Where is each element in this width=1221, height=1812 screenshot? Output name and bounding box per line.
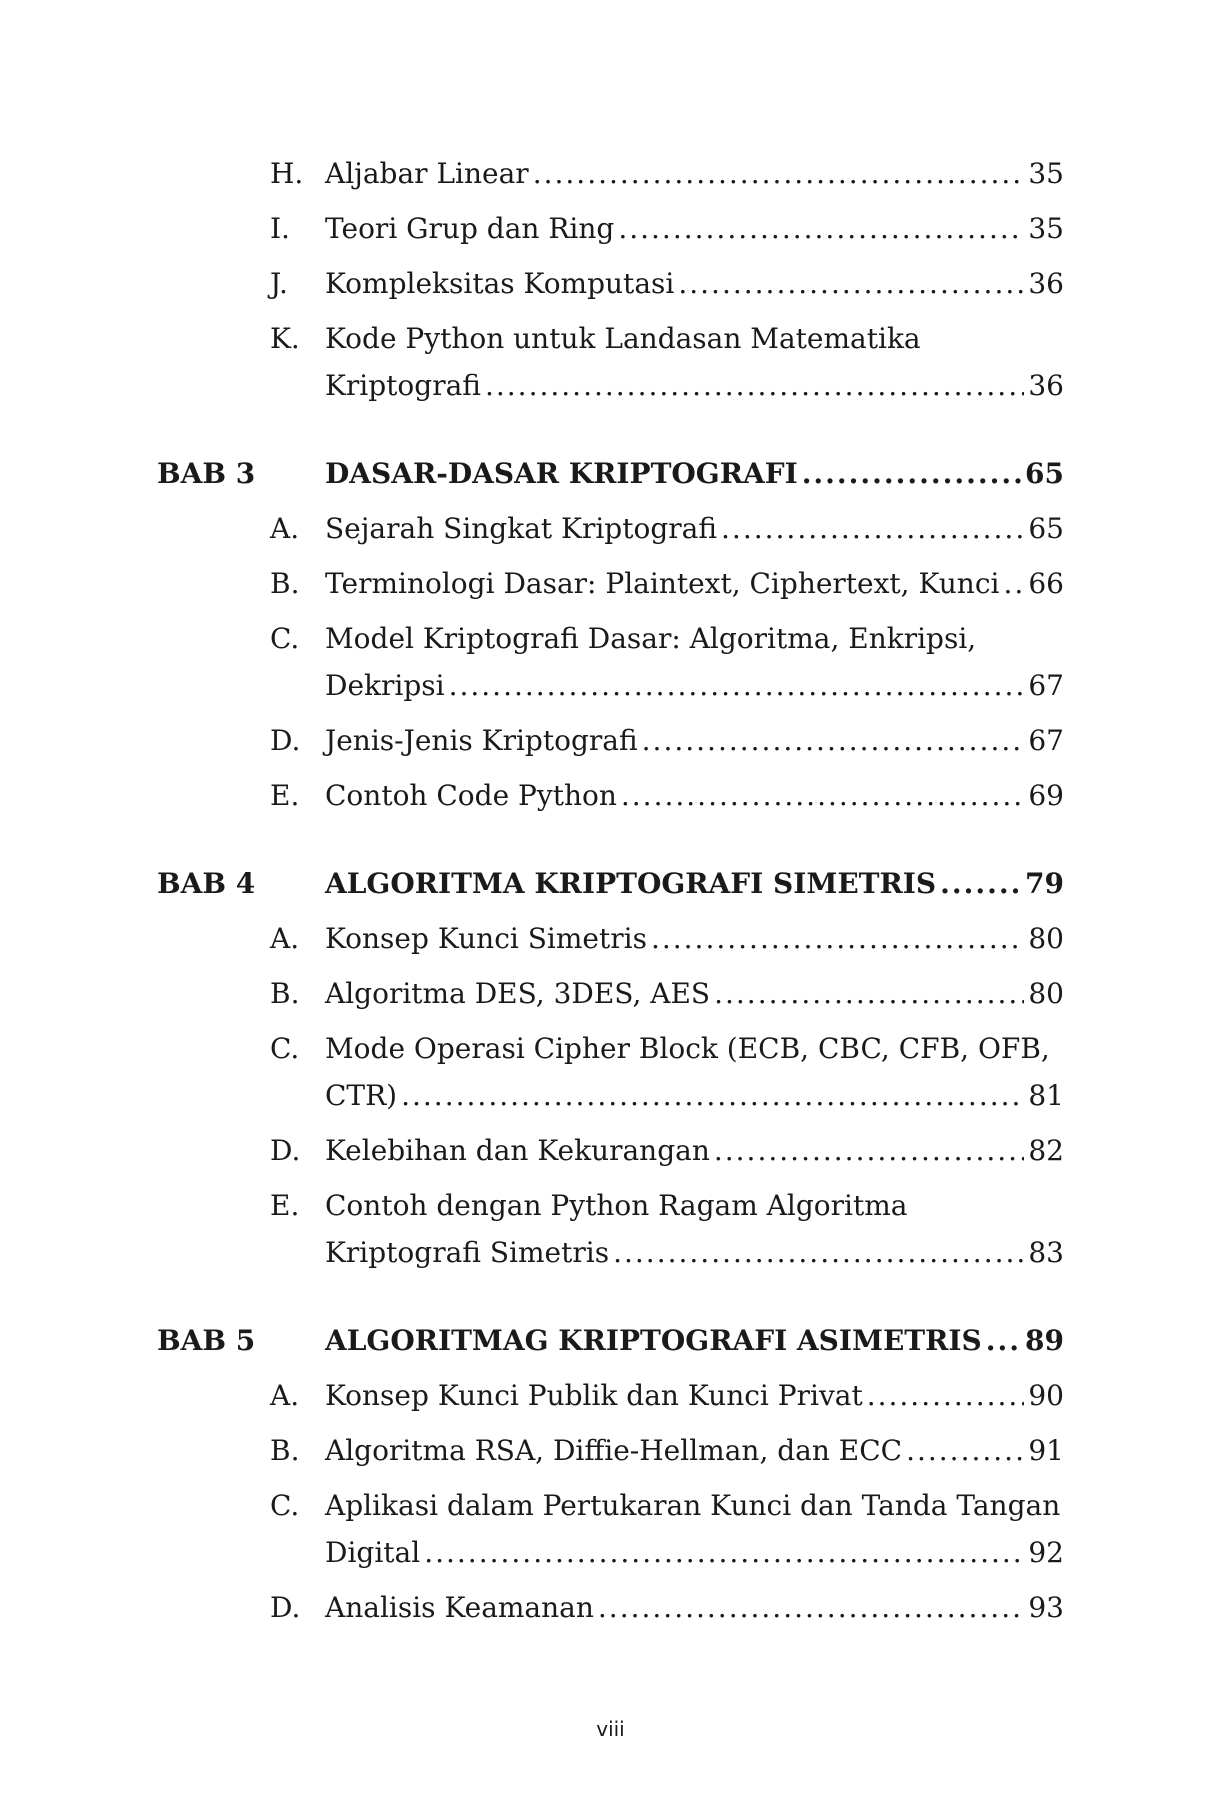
entry-title-line1: Mode Operasi Cipher Block (ECB, CBC, CFB, OFB, (325, 1032, 1050, 1065)
toc-entry[interactable] (325, 567, 1064, 600)
entry-page: 36 (1028, 267, 1064, 300)
entry-title: CTR) (325, 1079, 398, 1112)
entry-page: 67 (1028, 724, 1064, 757)
toc-entry[interactable] (325, 1434, 1064, 1467)
dot-leader (598, 1594, 1024, 1622)
entry-page: 66 (1028, 567, 1064, 600)
entry-title: Kriptografi Simetris (325, 1236, 610, 1269)
entry-page: 69 (1028, 779, 1064, 812)
dot-leader (618, 215, 1024, 243)
entry-title: Digital (325, 1536, 421, 1569)
entry-page: 81 (1028, 1079, 1064, 1112)
dot-leader (613, 1239, 1024, 1267)
entry-title: Jenis-Jenis Kriptografi (325, 724, 638, 757)
entry-letter: D. (270, 1134, 301, 1167)
dot-leader (714, 1137, 1025, 1165)
entry-letter: B. (270, 977, 300, 1010)
entry-title: Algoritma RSA, Diffie-Hellman, dan ECC (325, 1434, 903, 1467)
entry-page: 35 (1028, 212, 1064, 245)
toc-entry[interactable] (325, 922, 1064, 955)
entry-letter: D. (270, 724, 301, 757)
chapter-number: BAB 4 (157, 867, 256, 900)
dot-leader (906, 1437, 1024, 1465)
entry-title: Dekripsi (325, 669, 445, 702)
dot-leader (721, 515, 1024, 543)
toc-entry[interactable] (325, 977, 1064, 1010)
entry-title: Contoh Code Python (325, 779, 617, 812)
dot-leader (449, 672, 1025, 700)
chapter-number: BAB 5 (157, 1324, 256, 1357)
dot-leader (401, 1082, 1024, 1110)
toc-entry[interactable] (325, 1379, 1064, 1412)
toc-chapter[interactable] (325, 867, 1064, 900)
entry-letter: E. (270, 779, 300, 812)
chapter-title: ALGORITMA KRIPTOGRAFI SIMETRIS (325, 867, 937, 900)
entry-title-line1: Contoh dengan Python Ragam Algoritma (325, 1189, 908, 1222)
dot-leader (986, 1327, 1021, 1355)
chapter-title: DASAR-DASAR KRIPTOGRAFI (325, 457, 798, 490)
entry-title: Analisis Keamanan (325, 1591, 594, 1624)
entry-page: 82 (1028, 1134, 1064, 1167)
entry-letter: J. (270, 267, 288, 300)
dot-leader (533, 160, 1025, 188)
chapter-page: 89 (1025, 1324, 1064, 1357)
chapter-title: ALGORITMAG KRIPTOGRAFI ASIMETRIS (325, 1324, 982, 1357)
dot-leader (714, 980, 1024, 1008)
entry-title: Terminologi Dasar: Plaintext, Ciphertext, Kunci (325, 567, 1000, 600)
toc-chapter[interactable] (325, 457, 1064, 490)
entry-title: Kriptografi (325, 369, 481, 402)
dot-leader (940, 870, 1021, 898)
entry-title-line1: Aplikasi dalam Pertukaran Kunci dan Tanda Tangan (325, 1489, 1061, 1522)
dot-leader (642, 727, 1025, 755)
entry-title: Sejarah Singkat Kriptografi (325, 512, 718, 545)
chapter-number: BAB 3 (157, 457, 256, 490)
entry-letter: K. (270, 322, 300, 355)
toc-entry[interactable] (325, 669, 1064, 702)
toc-entry[interactable] (325, 1536, 1064, 1569)
entry-title-line1: Model Kriptografi Dasar: Algoritma, Enkripsi, (325, 622, 977, 655)
dot-leader (485, 372, 1024, 400)
entry-title: Kelebihan dan Kekurangan (325, 1134, 710, 1167)
toc-chapter[interactable] (325, 1324, 1064, 1357)
entry-title: Algoritma DES, 3DES, AES (325, 977, 711, 1010)
entry-title: Teori Grup dan Ring (325, 212, 615, 245)
entry-letter: I. (270, 212, 290, 245)
entry-letter: A. (270, 1379, 300, 1412)
entry-letter: B. (270, 1434, 300, 1467)
entry-title: Konsep Kunci Publik dan Kunci Privat (325, 1379, 863, 1412)
dot-leader (621, 782, 1024, 810)
chapter-page: 65 (1025, 457, 1064, 490)
entry-title: Aljabar Linear (325, 157, 529, 190)
entry-letter: E. (270, 1189, 300, 1222)
toc-entry[interactable] (325, 369, 1064, 402)
entry-page: 80 (1028, 977, 1064, 1010)
toc-entry[interactable] (325, 779, 1064, 812)
dot-leader (424, 1539, 1024, 1567)
entry-letter: B. (270, 567, 300, 600)
toc-entry[interactable] (325, 1591, 1064, 1624)
entry-page: 35 (1028, 157, 1064, 190)
entry-letter: D. (270, 1591, 301, 1624)
entry-title-line1: Kode Python untuk Landasan Matematika (325, 322, 921, 355)
toc-entry[interactable] (325, 157, 1064, 190)
entry-page: 91 (1028, 1434, 1064, 1467)
dot-leader (802, 460, 1021, 488)
toc-entry[interactable] (325, 1079, 1064, 1112)
toc-entry[interactable] (325, 1236, 1064, 1269)
entry-page: 36 (1028, 369, 1064, 402)
toc-entry[interactable] (325, 267, 1064, 300)
dot-leader (1003, 570, 1024, 598)
dot-leader (678, 270, 1024, 298)
entry-page: 83 (1028, 1236, 1064, 1269)
entry-page: 90 (1028, 1379, 1064, 1412)
entry-letter: C. (270, 1489, 300, 1522)
toc-entry[interactable] (325, 212, 1064, 245)
entry-page: 80 (1028, 922, 1064, 955)
dot-leader (651, 925, 1024, 953)
entry-title: Konsep Kunci Simetris (325, 922, 647, 955)
entry-page: 67 (1028, 669, 1064, 702)
entry-letter: A. (270, 512, 300, 545)
entry-letter: C. (270, 622, 300, 655)
entry-page: 92 (1028, 1536, 1064, 1569)
toc-entry[interactable] (325, 724, 1064, 757)
chapter-page: 79 (1025, 867, 1064, 900)
entry-page: 65 (1028, 512, 1064, 545)
entry-page: 93 (1028, 1591, 1064, 1624)
entry-letter: A. (270, 922, 300, 955)
entry-letter: C. (270, 1032, 300, 1065)
page-number: viii (596, 1717, 625, 1741)
toc-entry[interactable] (325, 512, 1064, 545)
entry-letter: H. (270, 157, 304, 190)
entry-title: Kompleksitas Komputasi (325, 267, 675, 300)
toc-entry[interactable] (325, 1134, 1064, 1167)
dot-leader (867, 1382, 1025, 1410)
